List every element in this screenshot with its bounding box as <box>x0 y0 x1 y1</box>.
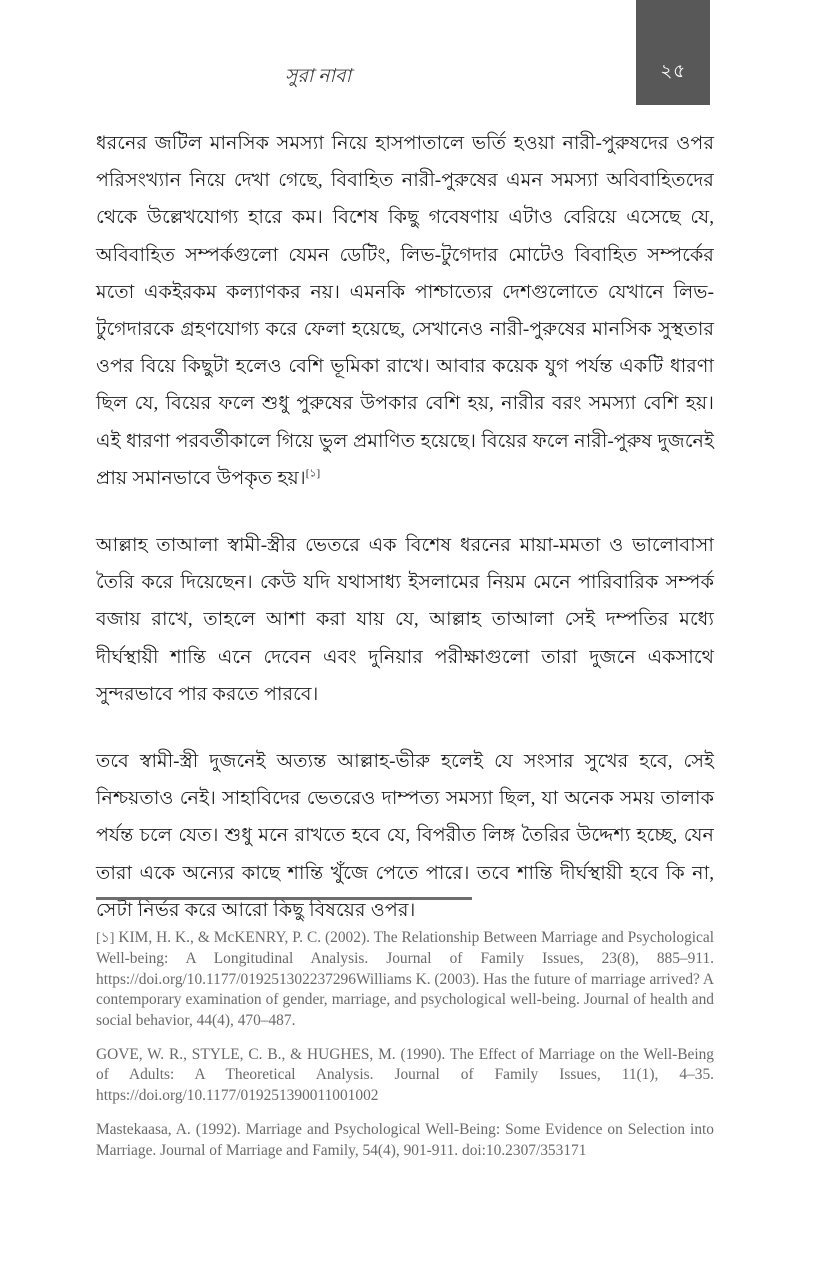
footnote-entry-1 <box>96 928 714 1031</box>
footnote-reference-marker[interactable]: [১] <box>305 467 321 480</box>
footnote-list <box>96 928 714 1161</box>
page-number-badge <box>636 0 710 105</box>
footnote-entry-3 <box>96 1120 714 1161</box>
footnote-entry-2 <box>96 1045 714 1106</box>
footnote-separator-rule <box>96 897 472 900</box>
body-text-column <box>96 125 714 929</box>
paragraph-3-text: তবে স্বামী-স্ত্রী দুজনেই অত্যন্ত আল্লাহ-ভীরু হলেই যে সংসার সুখের হবে, সেই নিশ্চয়তাও নেই। সাহাবিদের ভেতরেও দাম্পত্য সমস্যা ছিল, যা অনেক সময় তালাক পর্যন্ত চলে যেত। শুধু মনে রাখতে হবে যে, বিপরীত লিঙ্গ তৈরির উদ্দেশ্য হচ্ছে, যেন তারা একে অন্যের কাছে শান্তি খুঁজে পেতে পারে। তবে শান্তি দীর্ঘস্থায়ী হবে কি না, সেটা নির্ভর করে আরো কিছু বিষয়ের ওপর। <box>96 751 714 921</box>
paragraph-3 <box>96 743 714 929</box>
running-head-label: সুরা নাবা <box>284 66 352 87</box>
footnote-entry-1-text: KIM, H. K., & McKENRY, P. C. (2002). The Relationship Between Marriage and Psychological Well-being: A Longitudinal Analysis. Journal of Family Issues, 23(8), 885–911. https://doi.org/10.1177/019251302237296Williams K. (2003). Has the future of marriage arrived? A contemporary examination of gender, marriage, and psychological well-being. Journal of health and social behavior, 44(4), 470–487. <box>96 929 714 1029</box>
page-number-label: ২৫ <box>660 61 686 82</box>
paragraph-2 <box>96 527 714 713</box>
footnote-entry-2-text: GOVE, W. R., STYLE, C. B., & HUGHES, M. (1990). The Effect of Marriage on the Well-Being of Adults: A Theoretical Analysis. Journal of Family Issues, 11(1), 4–35. https://doi.org/10.1177/019251390011001002 <box>96 1046 714 1104</box>
paragraph-1 <box>96 125 714 497</box>
paragraph-1-text: ধরনের জটিল মানসিক সমস্যা নিয়ে হাসপাতালে ভর্তি হওয়া নারী-পুরুষদের ওপর পরিসংখ্যান নিয়ে দেখা গেছে, বিবাহিত নারী-পুরুষের এমন সমস্যা অবিবাহিতদের থেকে উল্লেখযোগ্য হারে কম। বিশেষ কিছু গবেষণায় এটাও বেরিয়ে এসেছে যে, অবিবাহিত সম্পর্কগুলো যেমন ডেটিং, লিভ-টুগেদার মোটেও বিবাহিত সম্পর্কের মতো একইরকম কল্যাণকর নয়। এমনকি পাশ্চাত্যের দেশগুলোতে যেখানে লিভ-টুগেদারকে গ্রহণযোগ্য করে ফেলা হয়েছে, সেখানেও নারী-পুরুষের মানসিক সুস্থতার ওপর বিয়ে কিছুটা হলেও বেশি ভূমিকা রাখে। আবার কয়েক যুগ পর্যন্ত একটি ধারণা ছিল যে, বিয়ের ফলে শুধু পুরুষের উপকার বেশি হয়, নারীর বরং সমস্যা বেশি হয়। এই ধারণা পরবর্তীকালে গিয়ে ভুল প্রমাণিত হয়েছে। বিয়ের ফলে নারী-পুরুষ দুজনেই প্রায় সমানভাবে উপকৃত হয়। <box>96 133 714 489</box>
footnote-entry-1-marker: [১] <box>96 931 115 946</box>
paragraph-2-text: আল্লাহ তাআলা স্বামী-স্ত্রীর ভেতরে এক বিশেষ ধরনের মায়া-মমতা ও ভালোবাসা তৈরি করে দিয়েছেন। কেউ যদি যথাসাধ্য ইসলামের নিয়ম মেনে পারিবারিক সম্পর্ক বজায় রাখে, তাহলে আশা করা যায় যে, আল্লাহ তাআলা সেই দম্পতির মধ্যে দীর্ঘস্থায়ী শান্তি এনে দেবেন এবং দুনিয়ার পরীক্ষাগুলো তারা দুজনে একসাথে সুন্দরভাবে পার করতে পারবে। <box>96 535 714 705</box>
footnote-entry-3-text: Mastekaasa, A. (1992). Marriage and Psychological Well-Being: Some Evidence on Selection into Marriage. Journal of Marriage and Family, 54(4), 901-911. doi:10.2307/353171 <box>96 1121 714 1159</box>
running-head <box>0 62 636 94</box>
